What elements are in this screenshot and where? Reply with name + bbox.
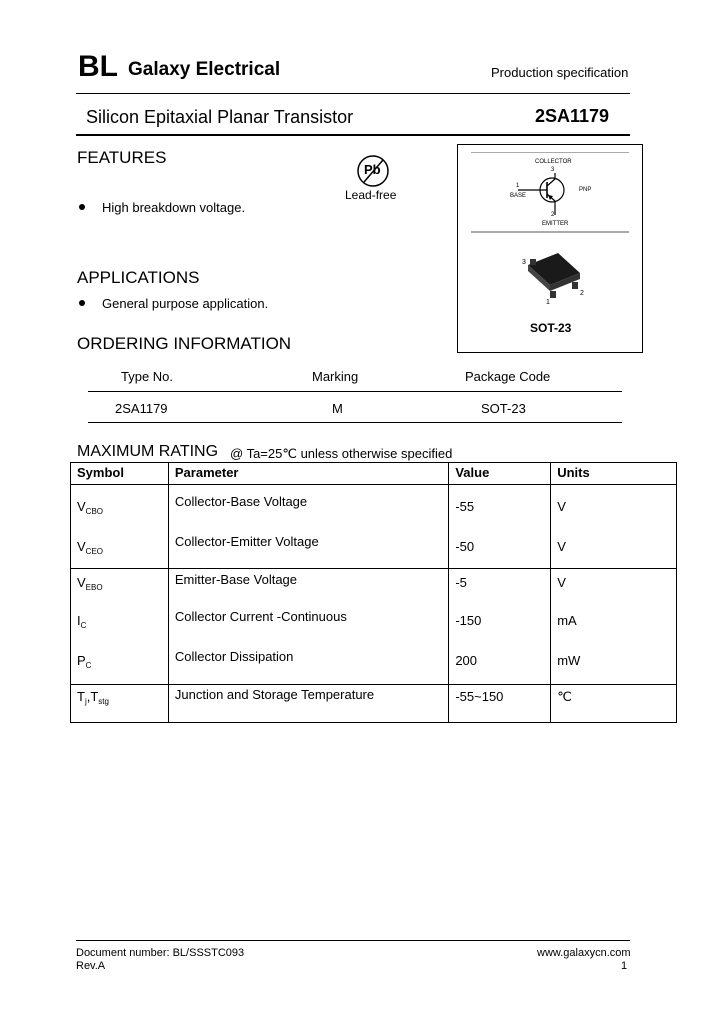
ordering-col-type: Type No.: [121, 369, 174, 384]
table-row: [71, 685, 677, 723]
table-row: [71, 647, 677, 685]
symbol-main: V: [77, 575, 86, 590]
footer-divider: [76, 940, 630, 941]
box-mid-rule: [471, 231, 629, 233]
bullet-icon: [79, 204, 85, 210]
features-heading: FEATURES: [77, 148, 167, 167]
website-link[interactable]: www.galaxycn.com: [537, 947, 631, 959]
symbol-sub: j: [84, 697, 87, 706]
parameter-cell: Collector-Emitter Voltage: [168, 525, 448, 569]
col-parameter: Parameter: [168, 463, 448, 485]
value-cell: -50: [449, 525, 551, 569]
col-value: Value: [449, 463, 551, 485]
ordering-col-package: Package Code: [465, 369, 551, 384]
parameter-cell: Emitter-Base Voltage: [168, 569, 448, 607]
value-cell: 200: [449, 647, 551, 685]
emitter-label: EMITTER: [542, 221, 569, 227]
max-rating-table: [70, 462, 677, 723]
unit-cell: mW: [551, 647, 677, 685]
feature-item: High breakdown voltage.: [102, 200, 246, 215]
symbol-sub: EBO: [85, 583, 103, 592]
package-name: SOT-23: [530, 321, 572, 335]
symbol-cell: [71, 485, 169, 525]
unit-cell: V: [551, 485, 677, 525]
table-row: [71, 607, 677, 647]
table-row: [71, 485, 677, 525]
parameter-cell: Collector Dissipation: [168, 647, 448, 685]
symbol-sub-2: stg: [98, 697, 109, 706]
symbol-cell: [71, 685, 169, 723]
brand-logo-text: BL: [78, 50, 118, 83]
symbol-cell: [71, 525, 169, 569]
unit-cell: mA: [551, 607, 677, 647]
lead-free-symbol: Pb: [364, 162, 381, 177]
document-status: Production specification: [491, 65, 629, 80]
symbol-sub: CEO: [85, 546, 104, 556]
lead-free-label: Lead-free: [345, 188, 397, 202]
ordering-bottom-rule: [88, 422, 622, 423]
value-cell: -55~150: [449, 685, 551, 723]
symbol-cell: [71, 569, 169, 607]
col-units: Units: [551, 463, 677, 485]
symbol-main: T: [77, 689, 85, 704]
page-number: 1: [621, 960, 628, 972]
product-description: Silicon Epitaxial Planar Transistor: [86, 107, 354, 127]
document-number: Document number: BL/SSSTC093: [76, 947, 245, 959]
transistor-type-label: PNP: [579, 187, 592, 193]
package-diagram-box: [457, 144, 643, 353]
sot23-package-icon: [458, 245, 644, 325]
col-symbol: Symbol: [71, 463, 169, 485]
emitter-pin: 2: [551, 212, 555, 218]
package-pin-2: 2: [580, 290, 584, 297]
collector-pin: 3: [551, 167, 555, 173]
max-rating-heading: MAXIMUM RATING: [77, 443, 219, 460]
ordering-cell-package: SOT-23: [481, 401, 526, 416]
ordering-col-marking: Marking: [312, 369, 359, 384]
ordering-cell-marking: M: [332, 401, 343, 416]
ordering-header-rule: [88, 391, 622, 392]
symbol-main: P: [77, 652, 86, 668]
header-divider: [76, 93, 630, 94]
collector-label: COLLECTOR: [535, 159, 572, 165]
title-divider: [76, 134, 630, 136]
application-item: General purpose application.: [102, 296, 269, 311]
symbol-main-2: ,T: [86, 689, 99, 704]
unit-cell: V: [551, 569, 677, 607]
unit-cell: ℃: [551, 685, 677, 723]
symbol-sub: CBO: [85, 507, 104, 516]
applications-heading: APPLICATIONS: [77, 268, 200, 287]
symbol-cell: [71, 607, 169, 647]
part-number: 2SA1179: [535, 106, 610, 126]
max-rating-condition: @ Ta=25℃ unless otherwise specified: [230, 446, 453, 461]
package-pin-1: 1: [546, 299, 550, 306]
symbol-main: I: [77, 612, 81, 628]
value-cell: -5: [449, 569, 551, 607]
package-pin-3: 3: [522, 259, 526, 266]
symbol-main: V: [77, 538, 86, 554]
symbol-main: V: [77, 499, 86, 514]
symbol-sub: C: [80, 620, 87, 630]
parameter-cell: Collector-Base Voltage: [168, 485, 448, 525]
table-header-row: [71, 463, 677, 485]
unit-cell: V: [551, 525, 677, 569]
table-row: [71, 525, 677, 569]
value-cell: -55: [449, 485, 551, 525]
lead-free-icon: [355, 153, 391, 189]
company-name: Galaxy Electrical: [128, 59, 281, 80]
base-pin: 1: [516, 183, 520, 189]
ordering-heading: ORDERING INFORMATION: [77, 334, 292, 353]
bullet-icon: [79, 300, 85, 306]
ordering-cell-type: 2SA1179: [115, 401, 168, 416]
revision: Rev.A: [76, 960, 106, 972]
value-cell: -150: [449, 607, 551, 647]
base-label: BASE: [510, 193, 527, 199]
parameter-cell: Junction and Storage Temperature: [168, 685, 448, 723]
symbol-sub: C: [85, 660, 92, 670]
table-row: [71, 569, 677, 607]
parameter-cell: Collector Current -Continuous: [168, 607, 448, 647]
symbol-cell: [71, 647, 169, 685]
